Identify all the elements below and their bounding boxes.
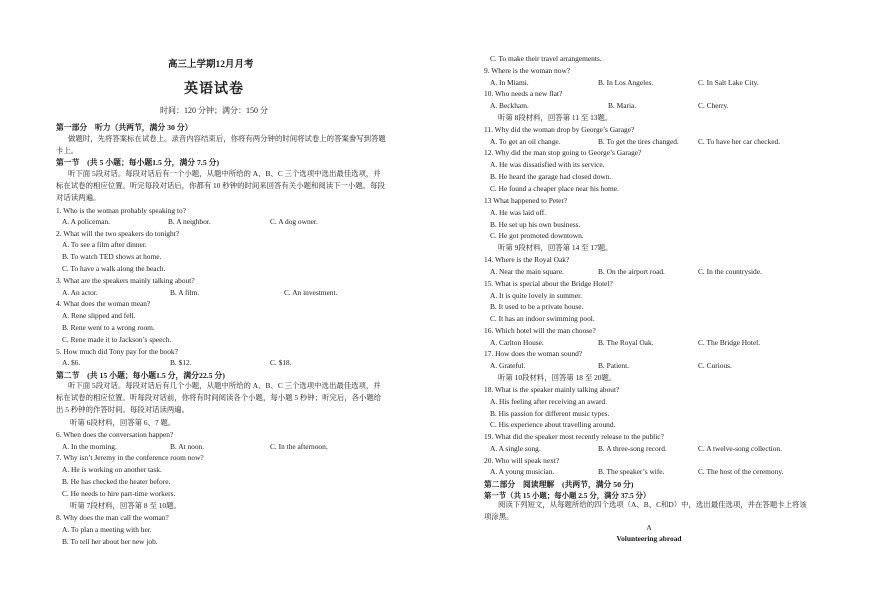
q2-option-c: C. To have a walk along the beach. [62, 264, 166, 273]
section2-heading: 第二节 (共 15 小题；每小题1.5 分，满分22.5 分) [56, 371, 225, 380]
question-5: 5. How much did Tony pay for the book? [56, 347, 178, 356]
question-8: 8. Why does the man call the woman? [56, 513, 169, 522]
q6-option-b: B. At noon. [170, 442, 205, 451]
q19-option-c: C. A twelve-song collection. [698, 444, 782, 453]
q18-option-c: C. His experience about travelling around. [490, 420, 616, 429]
q15-option-c: C. It has an indoor swimming pool. [490, 314, 595, 323]
q16-option-c: C. The Bridge Hotel. [698, 338, 761, 347]
q15-option-a: A. It is quite lovely in summer. [490, 291, 582, 300]
question-18: 18. What is the speaker mainly talking about? [484, 385, 620, 394]
section1-heading: 第一节 (共 5 小题；每小题1.5 分，满分 7.5 分) [56, 158, 220, 167]
q1-option-a: A. A policeman. [62, 217, 111, 226]
q3-option-a: A. An actor. [62, 288, 98, 297]
q6-option-c: C. In the afternoon. [270, 442, 328, 451]
part1-intro: 做题时，先将答案标在试卷上。录音内容结束后，你将有两分钟的时间将试卷上的答案誊写到答题卡上。 [56, 134, 386, 155]
question-16: 16. Which hotel will the man choose? [484, 326, 596, 335]
q10-option-b: B. Maria. [608, 101, 637, 110]
q18-option-b: B. His passion for different music types. [490, 409, 610, 418]
q9-option-b: B. In Los Angeles. [598, 78, 654, 87]
q11-option-a: A. To get an oil change. [490, 137, 561, 146]
question-3: 3. What are the speakers mainly talking about? [56, 276, 195, 285]
q8-option-a: A. To plan a meeting with her. [62, 525, 152, 534]
section2-intro: 听下面 5段对话。每段对话后有几个小题，从题中所给的 A、B、C 三个选项中选出最佳选项，并标在试卷的相应位置。听每段对话前，你将有时间阅读各个小题，每小题 5 秒钟；听完后，各小题给出 5 秒钟的作答时间。每段对话读两遍。 [56, 381, 382, 414]
time-info: 时间：120 分钟；满分：150 分 [160, 106, 268, 115]
q18-option-a: A. His feeling after receiving an award. [490, 397, 607, 406]
part2-intro: 阅读下列短文，从每题所给的四个选项（A、B、C和D）中，选出最佳选项，并在答题卡上将该项涂黑。 [484, 500, 807, 521]
q13-option-b: B. He set up his own business. [490, 220, 581, 229]
question-11: 11. Why did the woman drop by George’s Garage? [484, 125, 635, 134]
question-4: 4. What does the woman mean? [56, 299, 151, 308]
q9-option-a: A. In Miami. [490, 78, 529, 87]
q13-option-c: C. He got promoted downtown. [490, 231, 584, 240]
part2-section1-heading: 第一节（共 15 小题；每小题 2.5 分，满分 37.5 分） [484, 491, 651, 500]
q2-option-b: B. To watch TED shows at home. [62, 252, 162, 261]
q20-option-a: A. A young musician. [490, 467, 555, 476]
question-14: 14. Where is the Royal Oak? [484, 255, 570, 264]
q13-option-a: A. He was laid off. [490, 208, 547, 217]
q11-option-c: C. To have her car checked. [698, 137, 781, 146]
question-9: 9. Where is the woman now? [484, 66, 571, 75]
material-9-note: 听第 9段材料，回答第 14 至 17题。 [498, 243, 613, 252]
q6-option-a: A. In the morning. [62, 442, 117, 451]
question-19: 19. What did the speaker most recently release to the public? [484, 432, 664, 441]
q5-option-c: C. $18. [270, 358, 292, 367]
section1-intro: 听下面 5段对话。每段对话后有一个小题，从题中所给的 A、B、C 三个选项中选出最佳选项，并标在试卷的相应位置。听完每段对话后，你都有 10 秒钟的时间来回答有关小题和阅读下一小题。每段对话读两遍。 [56, 169, 385, 202]
q4-option-c: C. Rene made it to Jackson’s speech. [62, 335, 172, 344]
q12-option-c: C. He found a cheaper place near his home. [490, 184, 619, 193]
q19-option-a: A. A single song. [490, 444, 541, 453]
q1-option-c: C. A dog owner. [270, 217, 318, 226]
q4-option-a: A. Rene slipped and fell. [62, 311, 136, 320]
question-10: 10. Who needs a new flat? [484, 89, 563, 98]
q16-option-a: A. Carlton House. [490, 338, 544, 347]
material-8-note: 听第 8段材料，回答第 11 至 13题。 [498, 113, 613, 122]
q7-option-a: A. He is working on another task. [62, 465, 162, 474]
q19-option-b: B. A three-song record. [598, 444, 667, 453]
q5-option-a: A. $6. [62, 358, 81, 367]
question-7: 7. Why isn’t Jeremy in the conference room now? [56, 453, 204, 462]
q20-option-b: B. The speaker’s wife. [598, 467, 665, 476]
material-10-note: 听第 10段材料，回答第 18 至 20题。 [498, 373, 617, 382]
q5-option-b: B. $12. [170, 358, 192, 367]
question-15: 15. What is special about the Bridge Hotel? [484, 279, 613, 288]
material-6-note: 听第 6段材料，回答第 6、7 题。 [70, 418, 176, 427]
q9-option-c: C. In Salt Lake City. [698, 78, 759, 87]
q3-option-c: C. An investment. [284, 288, 338, 297]
q16-option-b: B. The Royal Oak. [598, 338, 654, 347]
q15-option-b: B. It used to be a private house. [490, 302, 584, 311]
q8-option-b: B. To tell her about her new job. [62, 537, 158, 546]
question-6: 6. When does the conversation happen? [56, 430, 174, 439]
q17-option-a: A. Grateful. [490, 361, 526, 370]
passage-title: Volunteering abroad [616, 534, 682, 543]
q7-option-b: B. He has checked the heater before. [62, 477, 171, 486]
material-7-note: 听第 7段材料，回答第 8 至 10题。 [70, 501, 181, 510]
q8-option-c: C. To make their travel arrangements. [490, 54, 602, 63]
question-12: 12. Why did the man stop going to George’s Garage? [484, 148, 642, 157]
q3-option-b: B. A film. [170, 288, 200, 297]
q1-option-b: B. A neighbor. [168, 217, 211, 226]
question-20: 20. Who will speak next? [484, 456, 560, 465]
question-17: 17. How does the woman sound? [484, 349, 583, 358]
q10-option-a: A. Beckham. [490, 101, 529, 110]
part2-heading: 第二部分 阅读理解 (共两节，满分 50 分) [484, 480, 634, 489]
question-1: 1. Who is the woman probably speaking to? [56, 206, 186, 215]
part1-heading: 第一部分 听力（共两节，满分 30 分） [56, 123, 193, 132]
q14-option-b: B. On the airport road. [598, 267, 665, 276]
q11-option-b: B. To get the tires changed. [598, 137, 679, 146]
q17-option-b: B. Patient. [598, 361, 629, 370]
question-2: 2. What will the two speakers do tonight? [56, 229, 180, 238]
question-13: 13 What happened to Peter? [484, 196, 568, 205]
q2-option-a: A. To see a film after dinner. [62, 240, 147, 249]
subject-title: 英语试卷 [184, 82, 244, 97]
q12-option-b: B. He heard the garage had closed down. [490, 172, 612, 181]
q7-option-c: C. He needs to hire part-time workers. [62, 489, 176, 498]
q10-option-c: C. Cherry. [698, 101, 729, 110]
q14-option-c: C. In the countryside. [698, 267, 762, 276]
q17-option-c: C. Curious. [698, 361, 732, 370]
q4-option-b: B. Rene went to a wrong room. [62, 323, 155, 332]
exam-title: 高三上学期12月月考 [168, 60, 254, 70]
q12-option-a: A. He was dissatisfied with its service. [490, 160, 605, 169]
q14-option-a: A. Near the main square. [490, 267, 564, 276]
passage-letter: A [646, 523, 652, 532]
q20-option-c: C. The host of the ceremony. [698, 467, 784, 476]
